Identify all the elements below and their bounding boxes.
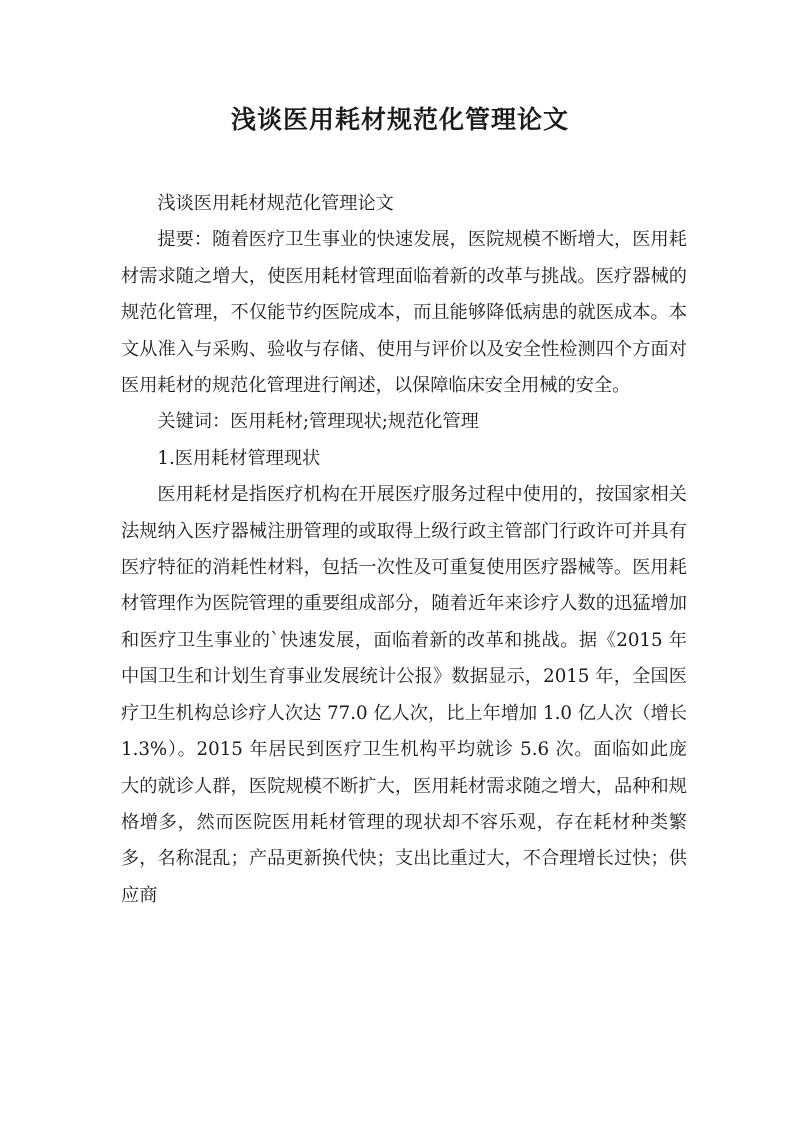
document-title: 浅谈医用耗材规范化管理论文	[230, 105, 569, 134]
subtitle-paragraph: 浅谈医用耗材规范化管理论文	[157, 193, 394, 214]
section-heading: 1.医用耗材管理现状	[157, 447, 321, 469]
keywords-paragraph: 关键词：医用耗材;管理现状;规范化管理	[157, 411, 479, 433]
document-body	[121, 186, 693, 914]
body-paragraph: 医用耗材是指医疗机构在开展医疗服务过程中使用的，按国家相关法规纳入医疗器械注册管理的或取得上级行政主管部门行政许可并具有医疗特征的消耗性材料，包括一次性及可重复使用医疗器械等。医用耗材管理作为医院管理的重要组成部分，随着近年来诊疗人数的迅猛增加和医疗卫生事业的`快速发展，面临着新的改革和挑战。据《2015 年中国卫生和计划生育事业发展统计公报》数据显示，2015 年，全国医疗卫生机构总诊疗人次达 77.0 亿人次，比上年增加 1.0 亿人次（增长 1.3%）。2015 年居民到医疗卫生机构平均就诊 5.6 次。面临如此庞大的就诊人群，医院规模不断扩大，医用耗材需求随之增大，品种和规格增多，然而医院医用耗材管理的现状却不容乐观，存在耗材种类繁多，名称混乱；产品更新换代快；支出比重过大，不合理增长过快；供应商	[121, 484, 693, 906]
abstract-paragraph: 提要：随着医疗卫生事业的快速发展，医院规模不断增大，医用耗材需求随之增大，使医用耗材管理面临着新的改革与挑战。医疗器械的规范化管理，不仅能节约医院成本，而且能够降低病患的就医成本。本文从准入与采购、验收与存储、使用与评价以及安全性检测四个方面对医用耗材的规范化管理进行阐述，以保障临床安全用械的安全。	[121, 229, 687, 397]
